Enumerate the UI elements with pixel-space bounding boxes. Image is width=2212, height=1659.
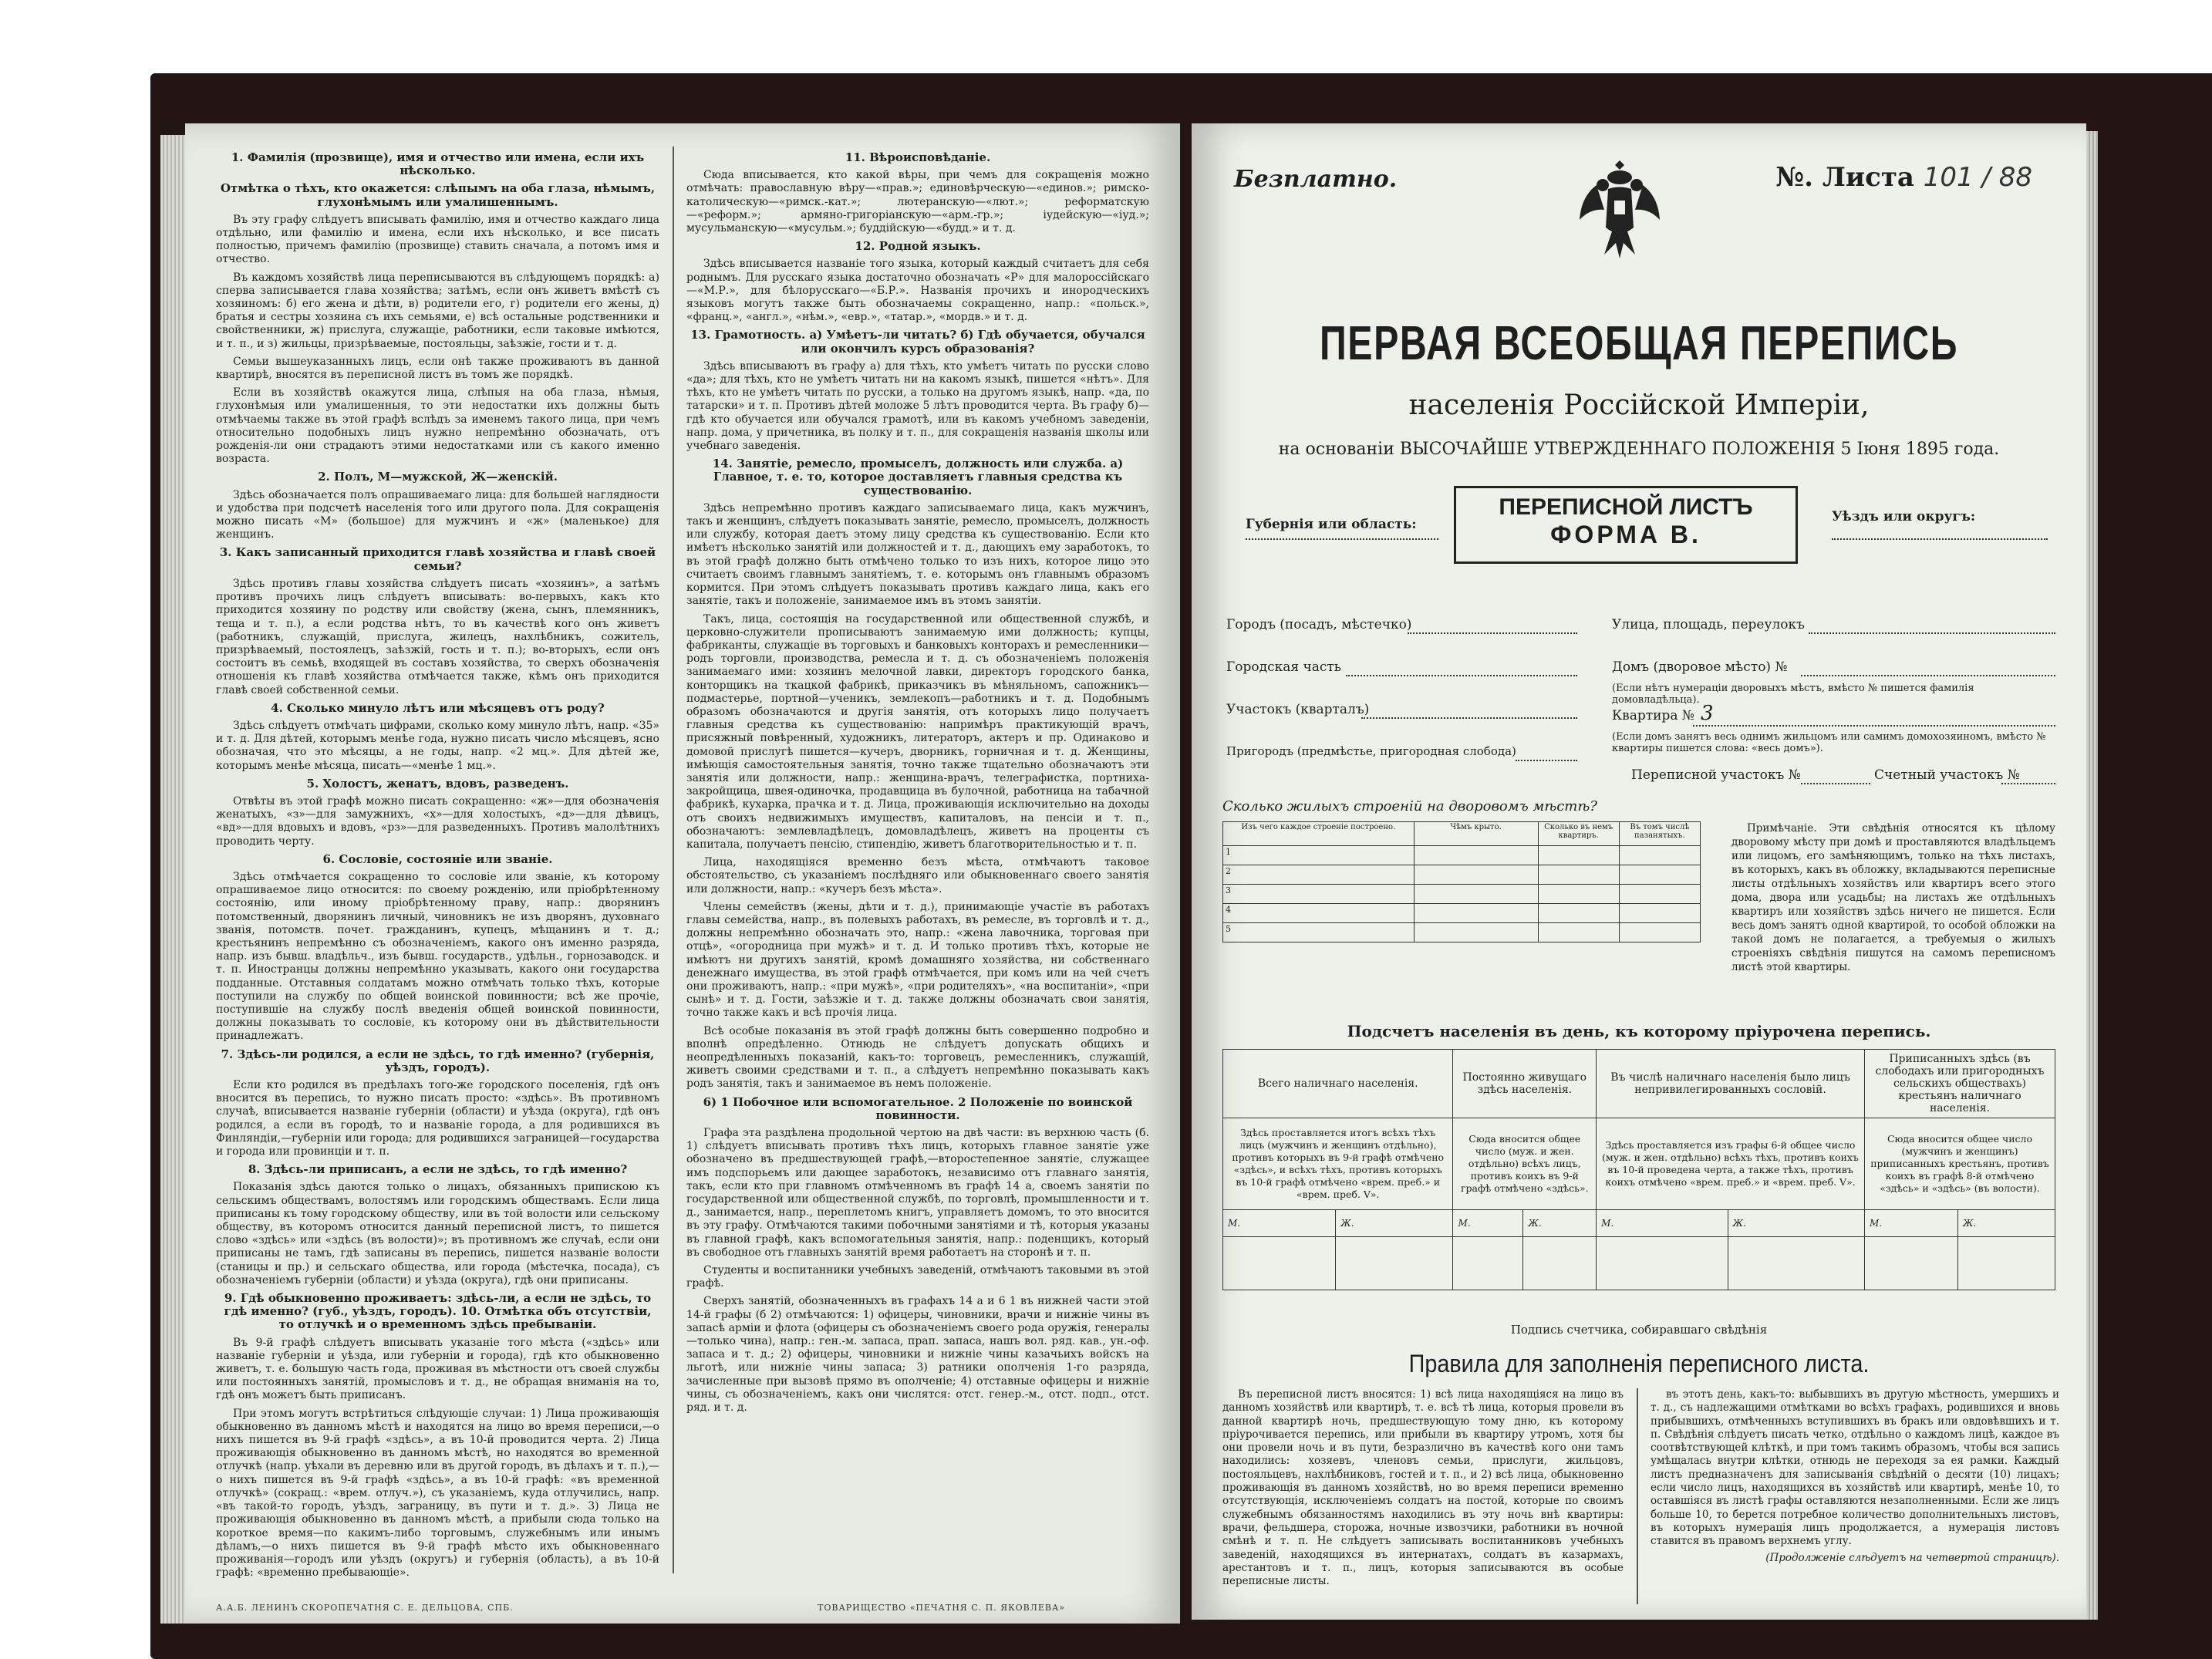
instruction-heading: 2. Полъ, М—мужской, Ж—женскій. bbox=[318, 470, 558, 484]
instruction-paragraph: Здѣсь слѣдуетъ отмѣчать цифрами, сколько кому минуло лѣтъ, напр. «35» и т. д. Для дѣтей, которымъ менѣе года, нужно писать число мѣсяцевъ, ясно обозначая, что это мѣсяцы, а не годы, напр. «2 мц.». Для дѣтей же, которымъ менѣе мѣсяца, писать—«менѣе 1 мц.». bbox=[216, 719, 659, 772]
column-divider bbox=[1637, 1388, 1638, 1604]
population-header-present: Всего наличнаго населенія. bbox=[1223, 1050, 1453, 1118]
enumerator-signature-line: Подпись счетчика, собиравшаго свѣдѣнія bbox=[1510, 1323, 1768, 1337]
instruction-heading: 6) 1 Побочное или вспомогательное. 2 Положеніе по воинской повинности. bbox=[703, 1094, 1133, 1122]
counting-section-label: Счетный участокъ № bbox=[1874, 767, 2020, 783]
rules-column-2 bbox=[1651, 1388, 2059, 1568]
instruction-paragraph: Студенты и воспитанники учебныхъ заведеній, отмѣчаютъ таковыми въ этой графѣ. bbox=[686, 1264, 1149, 1290]
cell[interactable] bbox=[1538, 846, 1619, 865]
buildings-header-apartments: Сколько въ немъ квартиръ. bbox=[1538, 822, 1619, 846]
table-row bbox=[1223, 904, 1701, 923]
instruction-heading: 3. Какъ записанный приходится главѣ хозяйства и главѣ своей семьи? bbox=[219, 545, 656, 573]
cell[interactable] bbox=[1619, 885, 1700, 904]
instruction-paragraph: Отвѣты въ этой графѣ можно писать сокращенно: «ж»—для обозначенія женатыхъ, «з»—для замужнихъ, «х»—для холостыхъ, «д»—для дѣвицъ, «вд»—для вдовыхъ и вдовъ, «рз»—для разведенныхъ. Противъ малолѣтнихъ проводить черту. bbox=[216, 794, 659, 848]
cell[interactable] bbox=[1538, 865, 1619, 885]
row-number: 3 bbox=[1223, 885, 1415, 904]
instruction-paragraph: Если кто родился въ предѣлахъ того-же городского поселенія, гдѣ онъ вносится въ перепись, то нужно писать просто: «здѣсь». Въ противномъ случаѣ, вписывается названіе губерніи (области) и уѣзда (округа), гдѣ онъ родился, а если въ городѣ, то и названіе города, а для родившихся въ Финляндіи,—губерніи или города; для родившихся заграницей—государства и города или провинціи и т. п. bbox=[216, 1079, 659, 1158]
instruction-heading: 7. Здѣсь-ли родился, а если не здѣсь, то гдѣ именно? (губернія, уѣздъ, городъ). bbox=[221, 1047, 655, 1074]
row-number: 1 bbox=[1223, 846, 1415, 865]
apartment-field[interactable] bbox=[1693, 725, 2055, 727]
table-row bbox=[1223, 923, 1701, 942]
suburb-field[interactable] bbox=[1516, 760, 1577, 761]
instruction-paragraph: При этомъ могутъ встрѣтиться слѣдующіе случаи: 1) Лица проживающія обыкновенно въ данномъ мѣстѣ и находятся на лицо во время переписи,—о нихъ пишется въ 9-й графѣ «здѣсь», а въ 10-й проводится черта. 2) Лица проживающія обыкновенно въ данномъ мѣстѣ, но находятся во временной отлучкѣ (напр. уѣхали въ деревню или въ другой городъ, въ дѣлахъ и т. п.),—о нихъ пишется въ 9-й графѣ «здѣсь», а въ 10-й графѣ: «въ временной отлучкѣ» (сокращ.: «врем. отлуч.»), съ указаніемъ, куда отлучились, напр. «въ такой-то городъ, уѣздъ, заграницу, въ пути и т. д.». 3) Лица не проживающія обыкновенно въ данномъ мѣстѣ, а прибыли сюда только на короткое время—по какимъ-либо торговымъ, служебнымъ или инымъ дѣламъ,—о нихъ пишется въ 9-й графѣ мѣсто ихъ обыкновеннаго проживанія—городъ или уѣздъ (округъ) и губернія (область), а въ 10-й графѣ: «временно пребывающіе». bbox=[216, 1407, 659, 1580]
instruction-paragraph: Здѣсь противъ главы хозяйства слѣдуетъ писать «хозяинъ», а затѣмъ противъ прочихъ лицъ слѣдуетъ вписывать: во-первыхъ, какъ кто приходится хозяину по родству или свойству (жена, сынъ, племянникъ, теща и т. п.), а если родства нѣтъ, то въ качествѣ кого онъ живетъ (работникъ, служащій, прислуга, жилецъ, нахлѣбникъ, сожитель, призрѣваемый, постоялецъ, заѣзжій, гость и т. п.); во-вторыхъ, если онъ состоитъ въ семьѣ, входящей въ составъ хозяйства, то сверхъ обозначенія отношенія къ главѣ хозяйства отмѣчается также, кѣмъ онъ приходится главѣ своей собственной семьи. bbox=[216, 577, 659, 696]
row-number: 5 bbox=[1223, 923, 1415, 942]
cell[interactable] bbox=[1414, 904, 1538, 923]
instruction-paragraph: Семьи вышеуказанныхъ лицъ, если онѣ также проживаютъ въ данной квартирѣ, вносятся въ переписной листъ въ томъ же порядкѣ. bbox=[216, 355, 659, 382]
rules-column-1 bbox=[1222, 1388, 1624, 1591]
free-label: Безплатно. bbox=[1234, 166, 1398, 193]
instruction-paragraph: Въ каждомъ хозяйствѣ лица переписываются въ слѣдующемъ порядкѣ: а) сперва записывается глава хозяйства; затѣмъ, если онъ живетъ вмѣстѣ съ хозяиномъ: б) его жена и дѣти, в) родители его, г) родители его жены, д) братья и сестры хозяина съ ихъ семьями, е) всѣ остальные родственники и свойственники, ж) прислуга, служащіе, работники, если таковые имѣются, и т. п., и з) жильцы, призрѣваемые, постояльцы, заѣзжіе, гости и т. д. bbox=[216, 271, 659, 350]
cell[interactable] bbox=[1619, 904, 1700, 923]
province-field[interactable] bbox=[1246, 538, 1438, 540]
cell[interactable] bbox=[1538, 923, 1619, 942]
count-cell[interactable] bbox=[1864, 1237, 1957, 1290]
rules-paragraph: Въ переписной листъ вносятся: 1) всѣ лица находящіяся на лицо въ данномъ хозяйствѣ или квартирѣ, т. е. всѣ тѣ лица, которыя провели въ данной квартирѣ ночь, предшествующую тому дню, къ которому пріурочивается перепись, или прибыли въ квартиру утромъ, хотя бы они провели ночь и въ пути, безразлично въ качествѣ кого они тамъ находились: хозяевъ, членовъ семьи, прислуги, жильцовъ, постояльцевъ, нахлѣбниковъ, гостей и т. п., и 2) всѣ лица, обыкновенно проживающія въ данномъ хозяйствѣ, но во время переписи временно отсутствующія, исключеніемъ солдатъ на постой, которые по своимъ служебнымъ обязанностямъ находились въ эту ночь внѣ квартиры: врачи, фельдшера, сторожа, ночные извозчики, работники въ ночной смѣнѣ и т. п. Не слѣдуетъ записывать воспитанниковъ учебныхъ заведеній, находящихся въ интернатахъ, солдатъ въ казармахъ, арестантовъ и т. п., лицъ, которыя записываются въ особые переписные листы. bbox=[1222, 1388, 1624, 1588]
population-desc-nonprivileged: Здѣсь проставляется изъ графы 6-й общее число (муж. и жен. отдѣльно) всѣхъ тѣхъ, противъ коихъ въ 10-й проведена черта, а также тѣхъ, противъ коихъ отмѣчено «врем. преб.» и «врем. преб. V». bbox=[1597, 1118, 1865, 1210]
apartment-note: (Если домъ занятъ весь однимъ жильцомъ или самимъ домохозяиномъ, вмѣсто № квартиры пишется слова: «весь домъ»). bbox=[1612, 731, 2046, 754]
apartment-label: Квартира № bbox=[1612, 708, 1694, 723]
sheet-number-label: №. Листа bbox=[1775, 162, 1914, 193]
instruction-paragraph: Здѣсь вписываютъ въ графу а) для тѣхъ, кто умѣетъ читать по русски слово «да»; для тѣхъ, кто не умѣетъ читать ни на какомъ языкѣ, пишется «нѣтъ». Для тѣхъ, кто не умѣетъ читать по русски, а только на другомъ языкѣ, напр. «да, по татарски» и т. п. Противъ дѣтей моложе 5 лѣтъ проводится черта. Въ графу б)—гдѣ кто обучается или обучался грамотѣ, или въ какомъ учебномъ заведеніи, напр. дома, у причетника, въ полку и т. п., для сокращенія названія школы или учебнаго заведенія. bbox=[686, 359, 1149, 453]
count-cell[interactable] bbox=[1336, 1237, 1453, 1290]
census-title: ПЕРВАЯ ВСЕОБЩАЯ ПЕРЕПИСЬ bbox=[1319, 317, 1959, 370]
population-desc-permanent: Сюда вносится общее число (муж. и жен. отдѣльно) всѣхъ лицъ, противъ коихъ въ 9-й графѣ отмѣчено «здѣсь». bbox=[1453, 1118, 1597, 1210]
female-label: Ж. bbox=[1336, 1210, 1453, 1237]
form-title: ПЕРЕПИСНОЙ ЛИСТЪ bbox=[1499, 494, 1753, 520]
population-header-permanent: Постоянно живущаго здѣсь населенія. bbox=[1453, 1050, 1597, 1118]
table-row bbox=[1223, 885, 1701, 904]
male-label: М. bbox=[1864, 1210, 1957, 1237]
town-field[interactable] bbox=[1408, 632, 1577, 634]
count-cell[interactable] bbox=[1523, 1237, 1597, 1290]
sheet-number bbox=[1775, 162, 2032, 193]
instruction-heading: 13. Грамотность. а) Умѣетъ-ли читать? б) Гдѣ обучается, обучался или окончилъ курсъ образованія? bbox=[690, 328, 1145, 356]
male-label: М. bbox=[1453, 1210, 1523, 1237]
count-cell[interactable] bbox=[1957, 1237, 2055, 1290]
district-label: Уѣздъ или округъ: bbox=[1832, 509, 1976, 524]
cell[interactable] bbox=[1538, 904, 1619, 923]
population-desc-peasants: Сюда вносится общее число (мужчинъ и женщинъ) приписанныхъ крестьянъ, противъ коихъ въ графѣ 8-й отмѣчено «здѣсь» и «здѣсь» (въ волости). bbox=[1864, 1118, 2055, 1210]
city-part-label: Городская часть bbox=[1226, 659, 1342, 675]
count-cell[interactable] bbox=[1453, 1237, 1523, 1290]
buildings-question: Сколько жилыхъ строеній на дворовомъ мѣстѣ? bbox=[1222, 798, 1597, 814]
instruction-heading: 6. Сословіе, состояніе или званіе. bbox=[322, 851, 553, 866]
form-header-row bbox=[1222, 486, 2055, 563]
instruction-paragraph: Въ эту графу слѣдуетъ вписывать фамилію, имя и отчество каждаго лица отдѣльно, или фамилію и имена, если ихъ нѣсколько, и все писать полностью, причемъ фамилію (прозвище) ставить сначала, а потомъ имя и отчество. bbox=[216, 213, 659, 266]
instruction-paragraph: Показанія здѣсь даются только о лицахъ, обязанныхъ припискою къ сельскимъ обществамъ, волостямъ или городскимъ обществамъ. Если лица приписаны къ тому городскому обществу, или въ той волости или сельскому обществу, въ которомъ относится данный переписной листъ, то пишется слово «здѣсь» или «здѣсь (въ волости)»; въ противномъ же случаѣ, если они приписаны не тамъ, гдѣ записаны въ перепись, пишется названіе волости (станицы и пр.) и сельскаго общества, или города (мѣстечка, посада), съ обозначеніемъ губерніи (области) и уѣзда (округа), гдѣ они приписаны. bbox=[216, 1181, 659, 1286]
form-letter: ФОРМА В. bbox=[1550, 521, 1701, 548]
instruction-heading: 11. Вѣроисповѣданіе. bbox=[845, 150, 991, 164]
continued-note: (Продолженіе слѣдуетъ на четвертой страницѣ). bbox=[1765, 1551, 2059, 1564]
town-label: Городъ (посадъ, мѣстечко) bbox=[1226, 617, 1412, 632]
house-field[interactable] bbox=[1801, 675, 2055, 676]
population-header-peasants: Приписанныхъ здѣсь (въ слободахъ или пригородныхъ сельскихъ обществахъ) крестьянъ наличнаго населенія. bbox=[1864, 1050, 2055, 1118]
instruction-paragraph: Лица, находящіяся временно безъ мѣста, отмѣчаютъ таковое обстоятельство, съ указаніемъ послѣдняго или обыкновеннаго своего занятія или должности, напр.: «кучеръ безъ мѣста». bbox=[686, 856, 1149, 895]
street-label: Улица, площадь, переулокъ bbox=[1612, 617, 1805, 632]
instruction-paragraph: Сверхъ занятій, обозначенныхъ въ графахъ 14 а и 6 1 въ нижней части этой 14-й графы (б 2) отмѣчаются: 1) офицеры, чиновники, врачи и нижніе чины въ запасѣ арміи и флота (офицеры съ обозначеніемъ своего рода оружія, генералы—только чина), напр.: ген.-м. запаса, прап. запаса, нашъ вол. ряд. кав., ун.-оф. запаса и т. д.; 2) офицеры, чиновники и нижніе чины казачьихъ войскъ на льготѣ, или нижніе чины запаса; 3) ратники ополченія 1-го разряда, зачисленные при вызовѣ прямо въ ополченіе; 4) отставные офицеры и нижніе чины, съ обозначеніемъ, какъ они числятся: отст. генер.-м., отст. подп., отст. ряд. и т. д. bbox=[686, 1295, 1149, 1415]
instruction-paragraph: Здѣсь отмѣчается сокращенно то сословіе или званіе, къ которому опрашиваемое лицо относится: по своему рожденію, или пріобрѣтенному состоянію, или иному пріобрѣтенному праву, напр.: дворянинъ потомственный, дворянинъ личный, чиновникъ не изъ дворянъ, духовнаго званія, потомств. почет. гражданинъ, купецъ, мѣщанинъ и т. д.; крестьянинъ непремѣнно съ обозначеніемъ, какого онъ именно разряда, напр. изъ бывш. владѣльч., изъ бывш. государств., удѣльн., горнозаводск. и т. п. Иностранцы должны непремѣнно указывать, какого они государства подданные. Отставныя солдатамъ можно отмѣчать только тѣхъ, которые поступили на службу по общей воинской повинности; всѣ же прочіе, поступившіе на службу послѣ введенія общей воинской повинности, должны показывать то сословіе, къ которому они въ дѣйствительности принадлежатъ. bbox=[216, 870, 659, 1043]
house-note: (Если нѣтъ нумераціи дворовыхъ мѣстъ, вмѣсто № пишется фамилія домовладѣльца). bbox=[1612, 683, 1974, 706]
population-desc-present: Здѣсь проставляется итогъ всѣхъ тѣхъ лицъ (мужчинъ и женщинъ отдѣльно), противъ которыхъ въ 9-й графѣ отмѣчено «здѣсь», и всѣхъ тѣхъ, противъ которыхъ въ 10-й графѣ отмѣчено «врем. преб.» и «врем. преб. V». bbox=[1223, 1118, 1453, 1210]
female-label: Ж. bbox=[1957, 1210, 2055, 1237]
female-label: Ж. bbox=[1523, 1210, 1597, 1237]
table-row bbox=[1223, 865, 1701, 885]
census-form-page bbox=[1192, 123, 2086, 1620]
printer-imprint-right: ТОВАРИЩЕСТВО «ПЕЧАТНЯ С. П. ЯКОВЛЕВА» bbox=[818, 1603, 1066, 1613]
instructions-column-2 bbox=[686, 147, 1149, 1419]
buildings-header-material: Изъ чего каждое строеніе построено. bbox=[1223, 822, 1415, 846]
cell[interactable] bbox=[1414, 846, 1538, 865]
instruction-heading: 14. Занятіе, ремесло, промыселъ, должность или служба. а) Главное, т. е. то, которое доставляетъ главныя средства къ существованію. bbox=[712, 457, 1124, 497]
buildings-header-roof: Чѣмъ крыто. bbox=[1414, 822, 1538, 846]
instruction-heading: 9. Гдѣ обыкновенно проживаетъ: здѣсь-ли, а если не здѣсь, то гдѣ именно? (губ., уѣздъ, городъ). 10. Отмѣтка объ отсутствіи, то отлучкѣ и о временномъ здѣсь пребываніи. bbox=[224, 1291, 652, 1332]
left-page bbox=[185, 123, 1180, 1624]
cell[interactable] bbox=[1538, 885, 1619, 904]
instruction-paragraph: Здѣсь обозначается полъ опрашиваемаго лица: для большей наглядности и удобства при подсчетѣ населенія того или другого пола. Для сокращенія можно писать «М» (большое) для мужчинъ и «ж» (маленькое) для женщинъ. bbox=[216, 488, 659, 541]
instruction-heading: Отмѣтка о тѣхъ, кто окажется: слѣпымъ на оба глаза, нѣмымъ, глухонѣмымъ или умалишеннымъ. bbox=[220, 181, 656, 209]
instruction-heading: 5. Холостъ, женатъ, вдовъ, разведенъ. bbox=[306, 776, 569, 791]
census-section-label: Переписной участокъ № bbox=[1631, 767, 1801, 783]
cell[interactable] bbox=[1619, 923, 1700, 942]
buildings-table bbox=[1222, 821, 1701, 942]
buildings-header-occupied: Въ томъ числѣ пазанятыхъ. bbox=[1619, 822, 1700, 846]
counting-section-field[interactable] bbox=[2001, 783, 2055, 784]
male-label: М. bbox=[1223, 1210, 1336, 1237]
population-count-table bbox=[1222, 1049, 2055, 1290]
buildings-note: Примѣчаніе. Эти свѣдѣнія относятся къ цѣлому дворовому мѣсту при домѣ и проставляются владѣльцемъ или лицомъ, его замѣняющимъ, только на тѣхъ листахъ, въ которыхъ, какъ въ обложку, вкладываются переписные листы отдѣльныхъ хозяйствъ или квартиръ всего этого дома, двора или усадьбы; на листахъ же отдѣльныхъ квартиръ или хозяйствъ здѣсь ничего не пишется. Если весь домъ занятъ одной квартирой, то особой обложки на такой домъ не полагается, а требуемыя о жилыхъ строеніяхъ свѣдѣнія пишутся на самомъ переписномъ листѣ этой квартиры. bbox=[1731, 822, 2055, 973]
population-count-title: Подсчетъ населенія въ день, къ которому пріурочена перепись. bbox=[1347, 1022, 1931, 1040]
column-divider bbox=[673, 147, 674, 1573]
census-subtitle: населенія Россійской Имперіи, bbox=[1408, 389, 1870, 421]
legal-basis-line: на основаніи ВЫСОЧАЙШЕ УТВЕРЖДЕННАГО ПОЛОЖЕНІЯ 5 Іюня 1895 года. bbox=[1278, 440, 2000, 459]
form-title-box bbox=[1454, 486, 1798, 564]
instruction-paragraph: Всѣ особые показанія въ этой графѣ должны быть совершенно подробно и вполнѣ опредѣленно. Отнюдь не слѣдуетъ допускать общихъ и неопредѣленныхъ показаній, какъ-то: торговецъ, ремесленникъ, служащій, живетъ своими средствами и т. п., а слѣдуетъ непремѣнно показывать какъ родъ занятія, такъ и занимаемое въ немъ положеніе. bbox=[686, 1024, 1149, 1091]
apartment-value[interactable]: 3 bbox=[1701, 702, 1714, 725]
instruction-paragraph: Въ 9-й графѣ слѣдуетъ вписывать указаніе того мѣста («здѣсь» или названіе губерніи и уѣзда, или губерніи и города), гдѣ кто обыкновенно живетъ, т. е. большую часть года, проживая въ мѣстности отъ своей службы или постоянныхъ занятій, промысловъ и т. д., не обращая вниманія на то, гдѣ онъ можетъ быть приписанъ. bbox=[216, 1336, 659, 1402]
instructions-column-1 bbox=[216, 147, 659, 1584]
cell[interactable] bbox=[1619, 846, 1700, 865]
rules-paragraph: въ этотъ день, какъ-то: выбывшихъ въ другую мѣстность, умершихъ и т. д., съ надлежащими отмѣтками во всѣхъ графахъ, родившихся и вновь прибывшихъ, отмѣченныхъ вступившихъ въ бракъ или овдовѣвшихъ и т. п. Свѣдѣнія слѣдуетъ писать четко, отдѣльно о каждомъ лицѣ, каждое въ соотвѣтствующей клѣткѣ, и при томъ такимъ образомъ, чтобы вся запись умѣщалась внутри клѣтки, отнюдь не переходя за ея рамки. Каждый листъ предназначенъ для записыванія свѣдѣній о десяти (10) лицахъ; если число лицъ, находящихся въ хозяйствѣ или квартирѣ, менѣе 10, то оставшіяся въ листѣ графы оставляются незаполненными. Если же лицъ больше 10, то берется потребное количество дополнительныхъ листовъ, въ которыхъ нумерація лицъ продолжается, а нумерація листовъ ставится въ правомъ верхнемъ углу. bbox=[1651, 1388, 2059, 1548]
female-label: Ж. bbox=[1728, 1210, 1864, 1237]
rules-title: Правила для заполненія переписного листа. bbox=[1408, 1350, 1870, 1377]
suburb-label: Пригородъ (предмѣстье, пригородная слобода) bbox=[1226, 744, 1516, 758]
instruction-paragraph: Графа эта раздѣлена продольной чертою на двѣ части: въ верхнюю часть (б. 1) слѣдуетъ вписывать противъ тѣхъ лицъ, которыхъ главное занятіе уже обозначено въ предшествующей графѣ,—второстепенное занятіе, служащее имъ подспорьемъ или дающее заработокъ, независимо отъ главнаго занятія, такъ, если кто при главномъ отмѣченномъ въ графѣ 14 а, своемъ занятіи по государственной или общественной службѣ, по торговлѣ, промышленности и т. д., занимается, напр., переплетомъ книгъ, управляетъ домомъ, то это вносится въ эту графу. Отмѣчаются такими побочными занятіями и тѣ, которыя указаны въ главной графѣ, какъ вспомогательныя занятія, напр.: поденщикъ, который въ свободное отъ главныхъ занятій время работаетъ на сторонѣ и т. п. bbox=[686, 1127, 1149, 1259]
instruction-heading: 1. Фамилія (прозвище), имя и отчество или имена, если ихъ нѣсколько. bbox=[231, 150, 645, 178]
instruction-paragraph: Сюда вписывается, кто какой вѣры, при чемъ для сокращенія можно отмѣчать: православную вѣру—«прав.»; единовѣрческую—«единов.»; римско-католическую—«римск.-кат.»; лютеранскую—«лют.»; реформатскую—«реформ.»; армяно-григоріанскую—«арм.-гр.»; іудейскую—«іуд.»; мусульманскую—«мусульм.»; буддійскую—«будд.» и т. д. bbox=[686, 169, 1149, 235]
city-part-field[interactable] bbox=[1346, 675, 1577, 676]
cell[interactable] bbox=[1414, 923, 1538, 942]
ward-field[interactable] bbox=[1361, 717, 1577, 719]
instruction-paragraph: Здѣсь непремѣнно противъ каждаго записываемаго лица, какъ мужчинъ, такъ и женщинъ, слѣдуетъ показывать занятіе, ремесло, промыселъ, должность или службу, которая даетъ этому лицу средства къ существованію. Если кто имѣетъ нѣсколько занятій или должностей и т. д., дающихъ ему заработокъ, то въ этой графѣ должно быть отмѣчено только то изъ нихъ, которое лицо это считаетъ своимъ главнымъ занятіемъ, т. е. которымъ онъ главнымъ образомъ кормится. При этомъ слѣдуетъ показывать противъ каждаго лица, какъ его занятіе, такъ и положеніе, занимаемое имъ въ этомъ занятіи. bbox=[686, 501, 1149, 608]
cell[interactable] bbox=[1414, 885, 1538, 904]
instruction-heading: 8. Здѣсь-ли приписанъ, а если не здѣсь, то гдѣ именно? bbox=[248, 1162, 628, 1177]
instruction-paragraph: Члены семействъ (жены, дѣти и т. д.), принимающіе участіе въ работахъ главы семейства, напр., въ полевыхъ работахъ, въ ремесле, въ торговлѣ и т. д., должны непремѣнно обозначать это, напр.: «жена лавочника, торговая при отцѣ», «огородница при мужѣ» и т. д. И только противъ тѣхъ, которые не имѣютъ ни другихъ занятій, кромѣ домашняго хозяйства, ни собственнаго денежнаго имущества, въ этой графѣ отмѣчается, при комъ или на чей счетъ они проживаютъ, напр.: «при мужѣ», «при родителяхъ», «на воспитаніи», «при сынѣ» и т. д. Гости, заѣзжіе и т. д. также должны обозначать свои занятія, точно также какъ и всѣ прочія лица. bbox=[686, 900, 1149, 1020]
cell[interactable] bbox=[1414, 865, 1538, 885]
house-label: Домъ (дворовое мѣсто) № bbox=[1612, 659, 1788, 675]
cell[interactable] bbox=[1619, 865, 1700, 885]
row-number: 2 bbox=[1223, 865, 1415, 885]
instruction-paragraph: Здѣсь вписывается названіе того языка, который каждый считаетъ для себя роднымъ. Для русскаго языка достаточно обозначать «Р» для малороссійскаго—«М.Р.», для бѣлорусскаго—«Б.Р.». Названія прочихъ и инородческихъ языковъ могутъ также быть обозначаемы сокращенно, напр.: «польск.», «франц.», «англ.», «нѣм.», «евр.», «татар.», «мордв.» и т. д. bbox=[686, 258, 1149, 324]
male-label: М. bbox=[1597, 1210, 1728, 1237]
count-cell[interactable] bbox=[1597, 1237, 1728, 1290]
double-headed-eagle-emblem bbox=[1573, 154, 1666, 262]
district-field[interactable] bbox=[1832, 538, 2048, 540]
table-row bbox=[1223, 846, 1701, 865]
population-header-nonprivileged: Въ числѣ наличнаго населенія было лицъ непривилегированныхъ сословій. bbox=[1597, 1050, 1865, 1118]
sheet-number-handwritten: 101 / 88 bbox=[1923, 162, 2032, 193]
count-cell[interactable] bbox=[1223, 1237, 1336, 1290]
instruction-heading: 12. Родной языкъ. bbox=[855, 239, 981, 254]
instruction-heading: 4. Сколько минуло лѣтъ или мѣсяцевъ отъ роду? bbox=[271, 700, 605, 715]
province-label: Губернія или область: bbox=[1246, 517, 1417, 532]
count-cell[interactable] bbox=[1728, 1237, 1864, 1290]
instruction-paragraph: Такъ, лица, состоящія на государственной или общественной службѣ, и церковно-служители прописываютъ занимаемую ими должность; купцы, фабриканты, служащіе въ торговыхъ и банковыхъ конторахъ и ремесленники—родъ торговли, производства, ремесла и т. д. съ обозначеніемъ положенія занимаемаго ими: хозяинъ мелочной лавки, директоръ городского банка, конторщикъ на ткацкой фабрикѣ, приказчикъ въ мѣняльномъ, сапожникъ—подмастерье, портной—ученикъ, землекопъ—работникъ и т. д. Подобнымъ образомъ обозначаются и другія занятія, отъ которыхъ лицо получаетъ главныя средства къ существованію: напримѣръ практикующій врачъ, присяжный повѣренный, художникъ, литераторъ, актеръ и пр. Одинаково и домовой прислугѣ пишется—кучеръ, дворникъ, горничная и т. д. Женщины, имѣющія самостоятельныя занятія, точно также тщательно обозначаютъ эти занятія или должности, напр.: женщина-врачъ, телеграфистка, портниха-закройщица, швея-одиночка, продавщица въ булочной, работница на табачной фабрикѣ, кухарка, прачка и т. д. Лица, проживающія исключительно на доходы отъ своихъ недвижимыхъ имуществъ, капиталовъ, на пенсіи и т. п., обозначаютъ: землевладѣлецъ, домовладѣлецъ, живетъ на проценты съ капитала, получаетъ пенсію, стипендію, живетъ благотворительностью и т. п. bbox=[686, 612, 1149, 851]
row-number: 4 bbox=[1223, 904, 1415, 923]
instruction-paragraph: Если въ хозяйствѣ окажутся лица, слѣпыя на оба глаза, нѣмыя, глухонѣмыя или умалишенныя, то эти недостатки ихъ должны быть отмѣчаемы также въ этой графѣ вслѣдъ за именемъ такого лица, при чемъ относительно подобныхъ лицъ нужно непремѣнно обозначать, отъ рожденія-ли они страдаютъ этими недостатками или съ какого именно возраста. bbox=[216, 386, 659, 466]
printer-imprint-left: А.А.Б. ЛЕНИНЪ СКОРОПЕЧАТНЯ С. Е. ДЕЛЬЦОВА, СПБ. bbox=[216, 1603, 514, 1613]
street-field[interactable] bbox=[1809, 632, 2055, 634]
ward-label: Участокъ (кварталъ) bbox=[1226, 702, 1370, 717]
census-section-field[interactable] bbox=[1801, 783, 1870, 784]
